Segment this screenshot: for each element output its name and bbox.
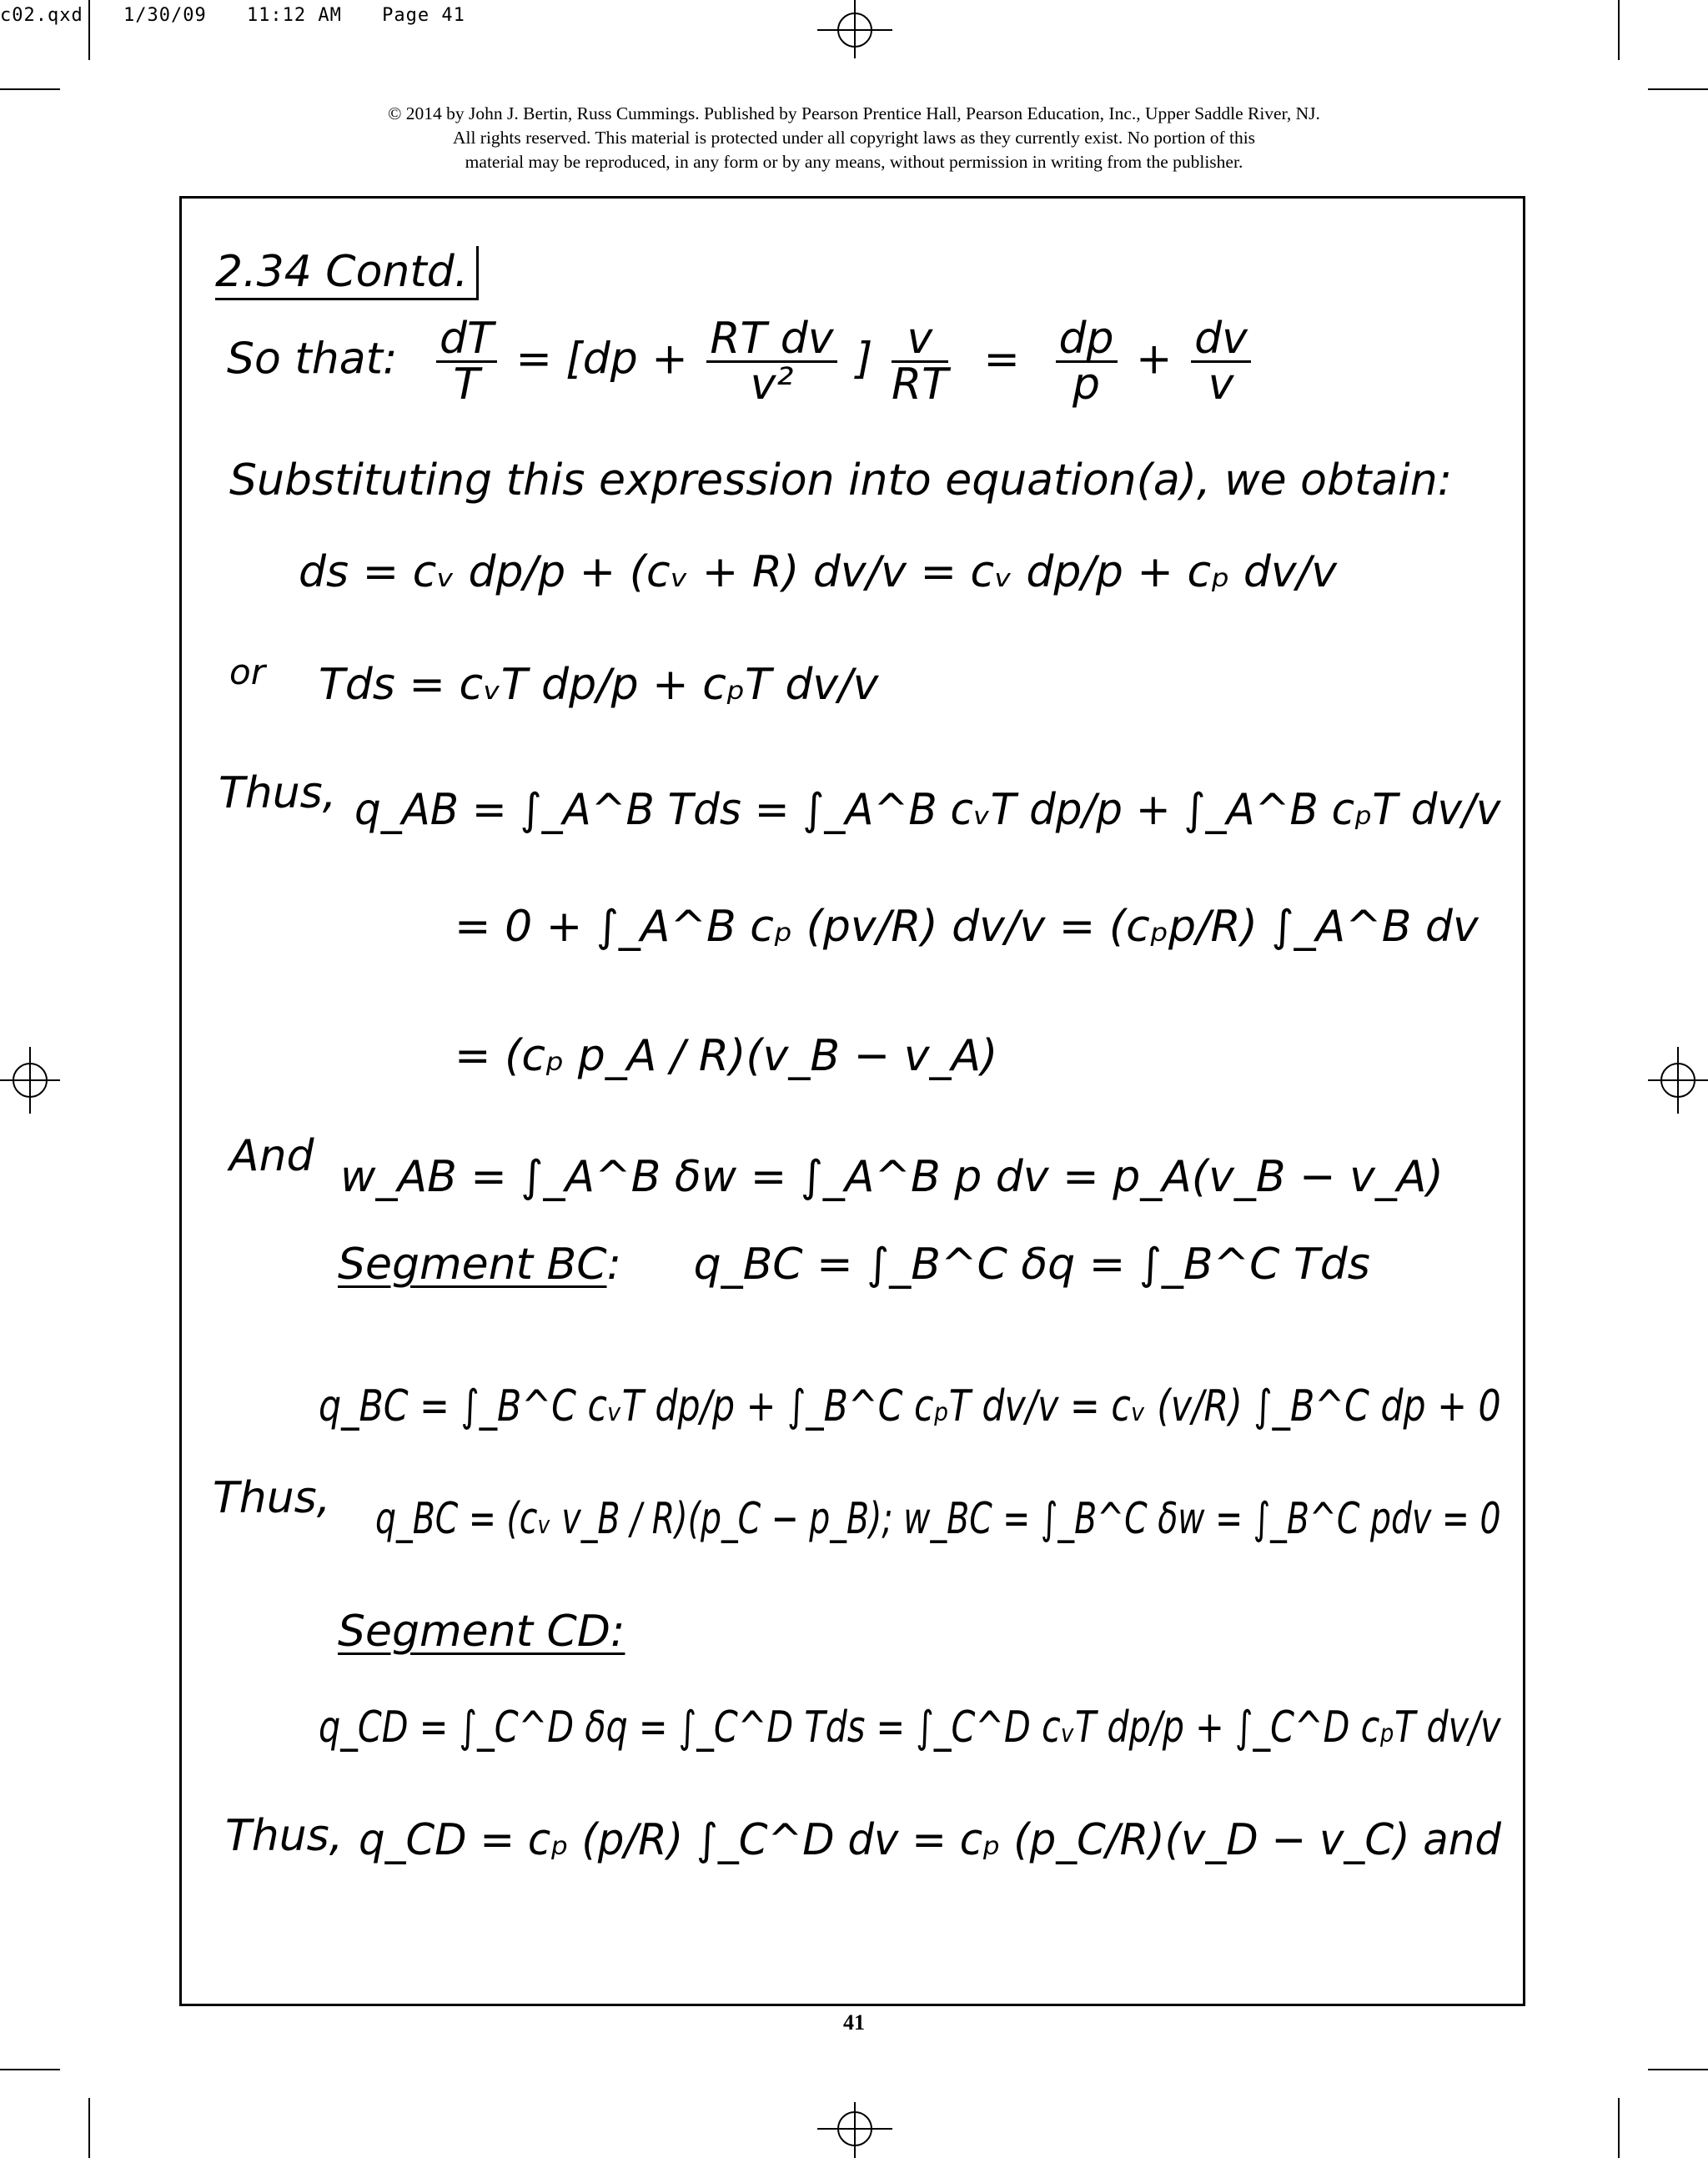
equation-line: q_BC = ∫_B^C cᵥT dp/p + ∫_B^C cₚT dv/v = cᵥ (v/R) ∫_B^C dp + 0 xyxy=(319,1381,1501,1431)
equation-line: Segment BC: q_BC = ∫_B^C δq = ∫_B^C Tds xyxy=(338,1240,1370,1290)
numerator: RT dv xyxy=(706,317,836,363)
denominator: v² xyxy=(750,360,794,410)
slug-time: 11:12 AM xyxy=(246,5,342,26)
equation-line xyxy=(227,314,1256,410)
equation-text: = [dp + xyxy=(515,334,688,385)
equation-text: ] xyxy=(856,334,873,385)
slug-page: Page 41 xyxy=(382,5,465,26)
registration-mark-icon xyxy=(809,0,901,58)
equation-line: q_CD = ∫_C^D δq = ∫_C^D Tds = ∫_C^D cᵥT dp/p + ∫_C^D cₚT dv/v xyxy=(319,1703,1501,1753)
line-lead: So that: xyxy=(227,334,398,385)
text-line: Substituting this expression into equation(a), we obtain: xyxy=(229,455,1453,506)
equation-text: = xyxy=(983,334,1020,385)
problem-tag: 2.34 Contd. xyxy=(215,246,479,300)
fraction xyxy=(1056,314,1118,410)
segment-heading: Segment CD: xyxy=(338,1607,625,1657)
equation-line: = 0 + ∫_A^B cₚ (pv/R) dv/v = (cₚp/R) ∫_A^B dv xyxy=(455,902,1479,952)
line-lead: Thus, xyxy=(213,1473,331,1523)
registration-mark-icon xyxy=(809,2102,901,2158)
copyright-notice xyxy=(217,102,1491,174)
crop-mark xyxy=(1618,0,1620,60)
equation-line: Tds = cᵥT dp/p + cₚT dv/v xyxy=(319,660,879,710)
denominator: T xyxy=(453,360,480,410)
equation-line: = (cₚ p_A / R)(v_B − v_A) xyxy=(455,1031,998,1081)
slug-file: c02.qxd xyxy=(0,5,83,26)
equation-text: + xyxy=(1136,334,1173,385)
fraction xyxy=(891,314,948,410)
numerator: dv xyxy=(1191,317,1251,363)
crop-mark xyxy=(1648,2069,1708,2070)
copyright-line: All rights reserved. This material is protected under all copyright laws as they currently exist. No portion of this xyxy=(452,128,1256,148)
fraction xyxy=(436,314,497,410)
slug-date: 1/30/09 xyxy=(123,5,207,26)
copyright-line: material may be reproduced, in any form or by any means, without permission in writing from the publisher. xyxy=(465,152,1243,172)
crop-mark xyxy=(0,88,60,90)
line-lead: or xyxy=(229,651,265,692)
crop-mark xyxy=(1648,88,1708,90)
equation-line: w_AB = ∫_A^B δw = ∫_A^B p dv = p_A(v_B − v_A) xyxy=(340,1152,1444,1202)
crop-mark xyxy=(88,2098,90,2158)
numerator: dT xyxy=(436,317,497,363)
denominator: p xyxy=(1073,360,1101,410)
line-lead: Thus, xyxy=(225,1811,344,1861)
equation-line: ds = cᵥ dp/p + (cᵥ + R) dv/v = cᵥ dp/p + cₚ dv/v xyxy=(299,547,1337,597)
print-slug xyxy=(0,5,751,26)
equation-line: q_CD = cₚ (p/R) ∫_C^D dv = cₚ (p_C/R)(v_D − v_C) and xyxy=(359,1815,1501,1865)
registration-mark-icon xyxy=(0,1030,60,1130)
crop-mark xyxy=(1618,2098,1620,2158)
line-lead: And xyxy=(229,1131,314,1181)
copyright-line: © 2014 by John J. Bertin, Russ Cummings. Published by Pearson Prentice Hall, Pearson Education, Inc., Upper Saddle River, NJ. xyxy=(388,103,1320,123)
page-number: 41 xyxy=(843,2010,865,2035)
crop-mark xyxy=(0,2069,60,2070)
equation-text: q_BC = ∫_B^C δq = ∫_B^C Tds xyxy=(693,1240,1370,1290)
line-lead: Thus, xyxy=(219,768,337,818)
numerator: v xyxy=(892,317,948,363)
fraction xyxy=(706,314,836,410)
denominator: RT xyxy=(891,360,948,410)
fraction xyxy=(1191,314,1251,410)
equation-line: q_AB = ∫_A^B Tds = ∫_A^B cᵥT dp/p + ∫_A^B cₚT dv/v xyxy=(354,785,1501,835)
denominator: v xyxy=(1208,360,1234,410)
equation-line: q_BC = (cᵥ v_B / R)(p_C − p_B); w_BC = ∫_B^C δw = ∫_B^C pdv = 0 xyxy=(375,1494,1501,1544)
registration-mark-icon xyxy=(1648,1030,1708,1130)
numerator: dp xyxy=(1056,317,1118,363)
segment-heading: Segment BC xyxy=(338,1240,607,1290)
